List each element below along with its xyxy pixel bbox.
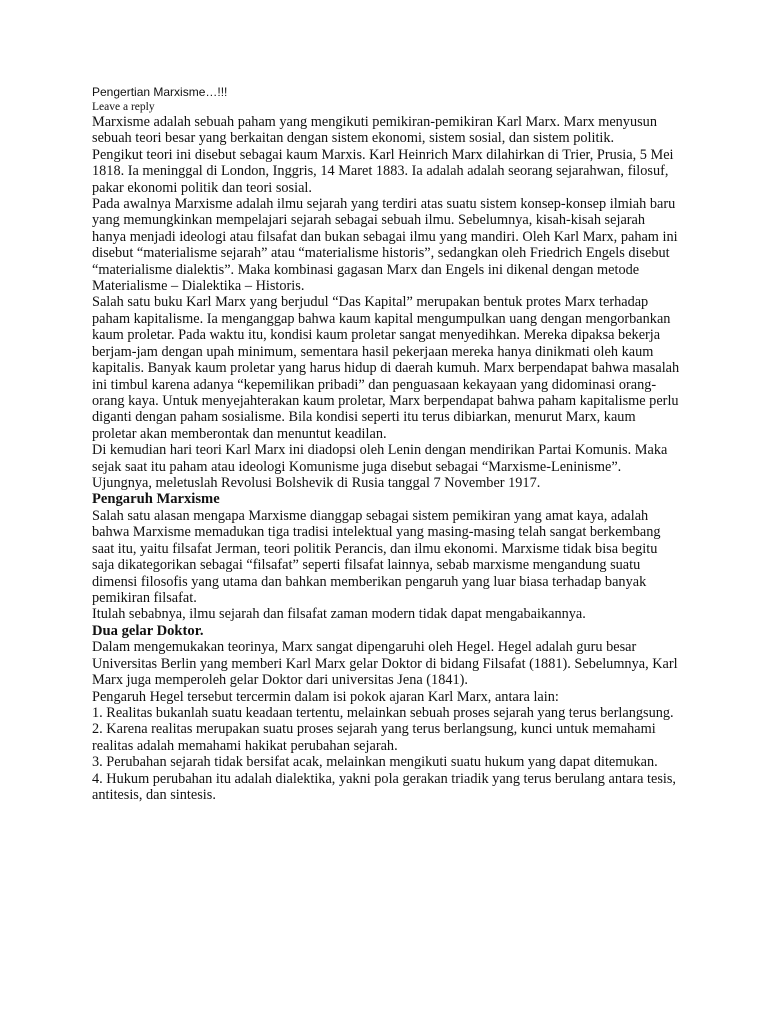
list-item: 4. Hukum perubahan itu adalah dialektika, yakni pola gerakan triadik yang terus berulang antara tesis, antitesis, dan sintesis.	[92, 770, 676, 804]
list-item: 2. Karena realitas merupakan suatu proses sejarah yang terus berlangsung, kunci untuk memahami realitas adalah memahami hakikat perubahan sejarah.	[92, 721, 656, 754]
intro-paragraph-4: Salah satu buku Karl Marx yang berjudul “Das Kapital” merupakan bentuk protes Marx terhadap paham kapitalisme. Ia menganggap bahwa kaum kapital mengumpulkan uang dengan mengorbankan kaum proletar. Pada waktu itu, kondisi kaum proletar sangat menyedihkan. Mereka dipaksa bekerja berjam-jam dengan upah minimum, sementara hasil pekerjaan mereka hanya dinikmati oleh kaum kapitalis. Banyak kaum proletar yang harus hidup di daerah kumuh. Marx berpendapat bahwa masalah ini timbul karena adanya “kepemilikan pribadi” dan penguasaan kekayaan yang didominasi orang-orang kaya. Untuk menyejahterakan kaum proletar, Marx berpendapat bahwa paham kapitalisme perlu diganti dengan paham sosialisme. Bila kondisi seperti itu terus dibiarkan, menurut Marx, kaum proletar akan memberontak dan menuntut keadilan.	[92, 294, 680, 442]
section-heading-doktor: Dua gelar Doktor.	[92, 622, 204, 639]
section-heading-pengaruh: Pengaruh Marxisme	[92, 491, 220, 508]
list-item: 3. Perubahan sejarah tidak bersifat acak, melainkan mengikuti suatu hukum yang dapat ditemukan.	[92, 754, 658, 771]
intro-paragraph-1: Marxisme adalah sebuah paham yang mengikuti pemikiran-pemikiran Karl Marx. Marx menyusun sebuah teori besar yang berkaitan dengan sistem ekonomi, sistem sosial, dan sistem politik.	[92, 114, 657, 147]
intro-paragraph-5: Di kemudian hari teori Karl Marx ini diadopsi oleh Lenin dengan mendirikan Partai Komunis. Maka sejak saat itu paham atau ideologi Komunisme juga disebut sebagai “Marxisme-Leninisme”. Ujungnya, meletuslah Revolusi Bolshevik di Rusia tanggal 7 November 1917.	[92, 442, 668, 491]
doctor-paragraph-1: Dalam mengemukakan teorinya, Marx sangat dipengaruhi oleh Hegel. Hegel adalah guru besar Universitas Berlin yang memberi Karl Marx gelar Doktor di bidang Filsafat (1881). Sebelumnya, Karl Marx juga memperoleh gelar Doktor dari universitas Jena (1841).	[92, 639, 678, 689]
list-item: 1. Realitas bukanlah suatu keadaan tertentu, melainkan sebuah proses sejarah yang terus berlangsung.	[92, 705, 674, 721]
intro-paragraph-3: Pada awalnya Marxisme adalah ilmu sejarah yang terdiri atas suatu sistem konsep-konsep ilmiah baru yang memungkinkan mempelajari sejarah sebagai sebuah ilmu. Sebelumnya, kisah-kisah sejarah hanya menjadi ideologi atau filsafat dan bukan sebagai ilmu yang mandiri. Oleh Karl Marx, paham ini disebut “materialisme sejarah” atau “materialisme historis”, sedangkan oleh Friedrich Engels disebut “materialisme dialektis”. Maka kombinasi gagasan Marx dan Engels ini dikenal dengan metode Materialisme – Dialektika – Historis.	[92, 196, 678, 295]
influence-paragraph-1: Salah satu alasan mengapa Marxisme dianggap sebagai sistem pemikiran yang amat kaya, adalah bahwa Marxisme memadukan tiga tradisi intelektual yang masing-masing telah sangat berkembang saat itu, yaitu filsafat Jerman, teori politik Perancis, dan ilmu ekonomi. Marxisme tidak bisa begitu saja dikategorikan sebagai “filsafat” seperti filsafat lainnya, sebab marxisme mengandung suatu dimensi filosofis yang utama dan bahkan memberikan pengaruh yang luar biasa terhadap banyak pemikiran filsafat.	[92, 507, 661, 606]
leave-a-reply-link[interactable]: Leave a reply	[92, 101, 155, 113]
article-title: Pengertian Marxisme…!!!	[92, 85, 228, 99]
doctor-paragraph-2: Pengaruh Hegel tersebut tercermin dalam isi pokok ajaran Karl Marx, antara lain:	[92, 688, 559, 705]
intro-paragraph-2: Pengikut teori ini disebut sebagai kaum Marxis. Karl Heinrich Marx dilahirkan di Trier, Prusia, 5 Mei 1818. Ia meninggal di London, Inggris, 14 Maret 1883. Ia adalah adalah seorang sejarahwan, filosuf, pakar ekonomi politik dan teori sosial.	[92, 146, 674, 196]
hegel-points-list	[92, 705, 682, 803]
document-page	[92, 85, 682, 803]
influence-paragraph-2: Itulah sebabnya, ilmu sejarah dan filsafat zaman modern tidak dapat mengabaikannya.	[92, 606, 586, 623]
